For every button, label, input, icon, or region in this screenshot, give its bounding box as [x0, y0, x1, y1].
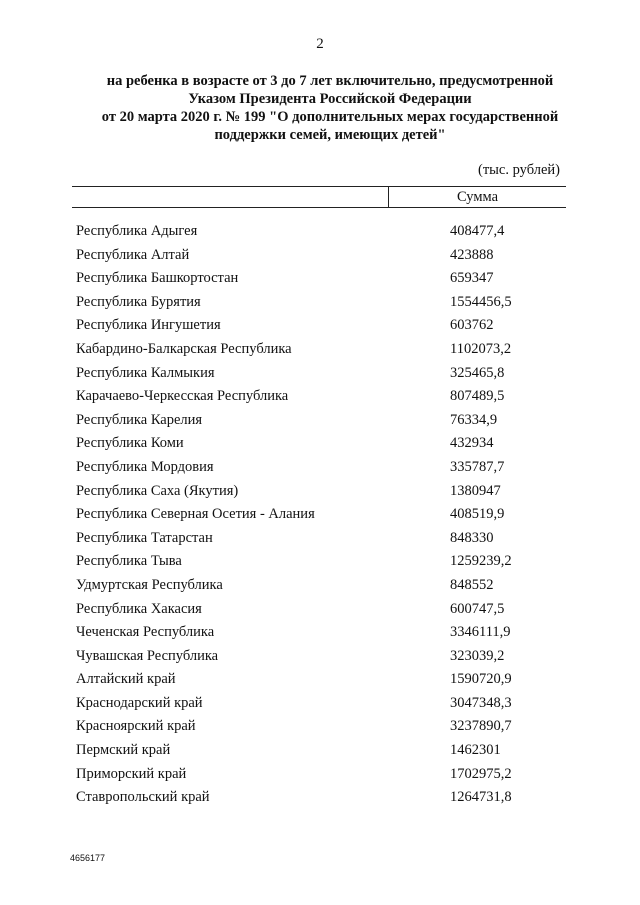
table-row: [76, 692, 566, 716]
table-row: [76, 432, 566, 456]
table-row: [76, 739, 566, 763]
table-row: [76, 527, 566, 551]
region-amount: 1702975,2: [450, 765, 512, 782]
region-amount: 1590720,9: [450, 671, 512, 688]
region-name: Республика Алтай: [76, 246, 190, 263]
region-amount: 423888: [450, 246, 494, 263]
region-name: Республика Башкортостан: [76, 270, 239, 287]
table-row: [76, 338, 566, 362]
region-name: Республика Северная Осетия - Алания: [76, 506, 315, 523]
table-row: [76, 362, 566, 386]
table-row: [76, 503, 566, 527]
table-row: [76, 244, 566, 268]
region-name: Красноярский край: [76, 718, 196, 735]
table-row: [76, 480, 566, 504]
region-name: Республика Тыва: [76, 553, 182, 570]
region-name: Республика Хакасия: [76, 600, 202, 617]
region-name: Кабардино-Балкарская Республика: [76, 340, 292, 357]
region-amount: 807489,5: [450, 388, 505, 405]
column-header-amount: Сумма: [456, 189, 499, 205]
table-row: [76, 409, 566, 433]
region-amount: 1259239,2: [450, 553, 512, 570]
region-amount: 1554456,5: [450, 293, 512, 310]
region-name: Краснодарский край: [76, 694, 203, 711]
region-amount: 603762: [450, 317, 494, 334]
region-name: Республика Ингушетия: [76, 317, 221, 334]
region-amount: 3047348,3: [450, 694, 512, 711]
region-name: Чувашская Республика: [76, 647, 219, 664]
table-row: [76, 550, 566, 574]
region-amount: 3346111,9: [450, 624, 511, 641]
region-amount: 848552: [450, 576, 494, 593]
region-name: Алтайский край: [76, 671, 176, 688]
title-line: Указом Президента Российской Федерации: [188, 91, 472, 107]
table-row: [76, 786, 566, 810]
region-name: Чеченская Республика: [76, 624, 215, 641]
region-name: Республика Коми: [76, 435, 184, 452]
title-line: от 20 марта 2020 г. № 199 "О дополнительных мерах государственной: [101, 109, 559, 125]
region-amount: 432934: [450, 435, 494, 452]
units-label: (тыс. рублей): [478, 162, 560, 178]
table-row: [76, 598, 566, 622]
title-line: на ребенка в возрасте от 3 до 7 лет включительно, предусмотренной: [106, 73, 554, 89]
region-amount: 1102073,2: [450, 340, 512, 357]
region-name: Республика Саха (Якутия): [76, 482, 239, 499]
table-row: [76, 715, 566, 739]
region-name: Ставропольский край: [76, 789, 210, 806]
table-row: [76, 645, 566, 669]
region-name: Республика Татарстан: [76, 529, 213, 546]
region-name: Республика Калмыкия: [76, 364, 215, 381]
table-row: [76, 574, 566, 598]
document-title: [60, 72, 600, 144]
region-amount: 1264731,8: [450, 789, 512, 806]
region-name: Пермский край: [76, 742, 171, 759]
table-row: [76, 763, 566, 787]
page-number: 2: [316, 36, 324, 52]
table-row: [76, 385, 566, 409]
region-name: Республика Карелия: [76, 411, 203, 428]
table-body: [76, 220, 566, 810]
region-amount: 325465,8: [450, 364, 505, 381]
document-code: 4656177: [70, 853, 106, 863]
region-amount: 76334,9: [450, 411, 498, 428]
region-amount: 335787,7: [450, 458, 505, 475]
region-name: Карачаево-Черкесская Республика: [76, 388, 289, 405]
region-amount: 1462301: [450, 742, 501, 759]
table-row: [76, 220, 566, 244]
table-header-rule: [72, 207, 566, 208]
table-row: [76, 621, 566, 645]
table-top-rule: [72, 186, 566, 187]
title-line: поддержки семей, имеющих детей": [214, 127, 446, 143]
region-amount: 323039,2: [450, 647, 505, 664]
region-name: Удмуртская Республика: [76, 576, 223, 593]
table-row: [76, 291, 566, 315]
region-amount: 1380947: [450, 482, 501, 499]
table-row: [76, 668, 566, 692]
region-amount: 408477,4: [450, 223, 505, 239]
region-amount: 600747,5: [450, 600, 505, 617]
region-amount: 659347: [450, 270, 494, 287]
region-name: Приморский край: [76, 765, 187, 782]
region-name: Республика Мордовия: [76, 458, 214, 475]
region-amount: 408519,9: [450, 506, 505, 523]
region-name: Республика Бурятия: [76, 293, 201, 310]
table-row: [76, 314, 566, 338]
region-name: Республика Адыгея: [76, 223, 198, 239]
region-amount: 848330: [450, 529, 494, 546]
region-amount: 3237890,7: [450, 718, 512, 735]
table-row: [76, 456, 566, 480]
table-row: [76, 267, 566, 291]
